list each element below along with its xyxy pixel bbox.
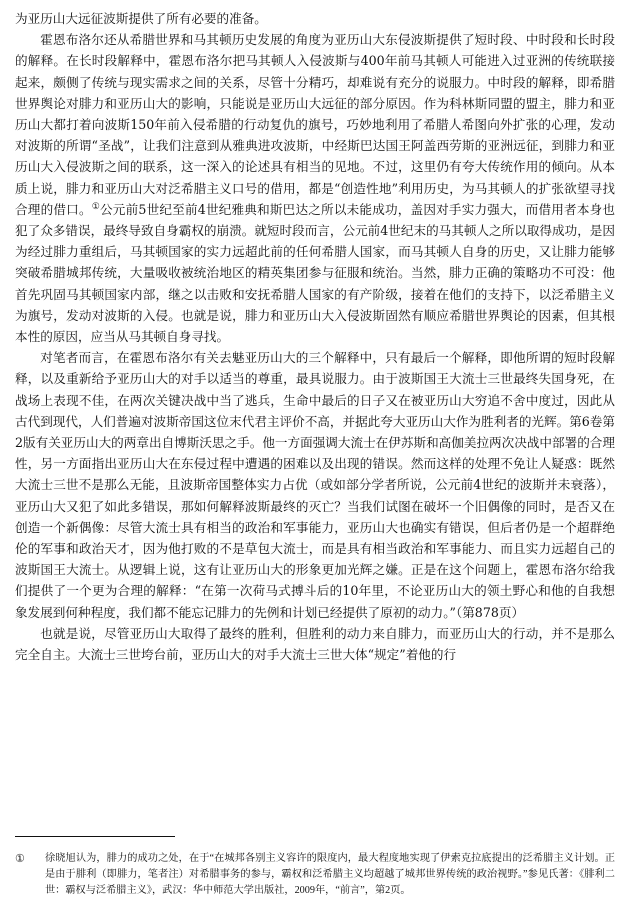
footnote-reference[interactable]: ① — [91, 201, 100, 212]
paragraph-hornblower-explanations — [15, 29, 615, 347]
footnote — [15, 851, 615, 899]
paragraph-continued: 为亚历山大远征波斯提供了所有必要的准备。 — [15, 11, 267, 26]
paragraph-text-continued: 公元前5世纪至前4世纪雅典和斯巴达之所以未能成功，盖因对手实力强大，而借用者本身也犯了众多错误，最终导致自身霸权的崩溃。就短时段而言，公元前4世纪末的马其顿人之所以取得成功，是因为经过腓力重组后，马其顿国家的实力远超此前的任何希腊人国家，而马其顿人自身的历史，又让腓力能够突破希腊城邦传统，大量吸收被统治地区的精英集团参与征服和统治。当然，腓力正确的策略功不可没：他首先巩固马其顿国家内部，继之以击败和安抚希腊人国家的有产阶级，接着在他们的支持下，以泛希腊主义为旗号，发动对波斯的入侵。也就是说，腓力和亚历山大入侵波斯固然有顺应希腊世界舆论的因素，但其根本性的原因，应当从马其顿自身寻找。 — [15, 201, 615, 345]
paragraph-conclusion: 也就是说，尽管亚历山大取得了最终的胜利，但胜利的动力来自腓力，而亚历山大的行动，并不是那么完全自主。大流士三世垮台前，亚历山大的对手大流士三世大体“规定”着他的行 — [15, 625, 615, 663]
footnote-divider — [15, 836, 175, 837]
paragraph-text: 霍恩布洛尔还从希腊世界和马其顿历史发展的角度为亚历山大东侵波斯提供了短时段、中时段和长时段的解释。在长时段解释中，霍恩布洛尔把马其顿人入侵波斯与400年前马其顿人可能进入过亚洲的传统联接起来，颇侧了传统与现实需求之间的关系，尽管十分精巧，却难说有充分的说服力。中时段的解释，即希腊世界舆论对腓力和亚历山大的影响，只能说是亚历山大远征的部分原因。作为科林斯同盟的盟主，腓力和亚历山大都打着向波斯150年前入侵希腊的行动复仇的旗号，巧妙地利用了希腊人希图向外扩张的心理，发动对波斯的所谓“圣战”，让我们注意到从雅典进攻波斯，中经斯巴达国王阿盖西劳斯的亚洲远征，到腓力和亚历山大入侵波斯之间的联系，这一深入的论述具有相当的见地。不过，这里仍有夸大传统作用的倾向。从本质上说，腓力和亚历山大对泛希腊主义口号的借用，都是“创造性地”利用历史，为马其顿人的扩张欲望寻找合理的借口。 — [15, 32, 615, 217]
footnote-text: 徐晓旭认为，腓力的成功之处，在于“在城邦各别主义容许的限度内，最大程度地实现了伊索克拉底提出的泛希腊主义计划。正是由于腓利（即腓力，笔者注）对希腊事务的参与，霸权和泛希腊主义均超越了城邦世界传统的政治视野。”参见氏著：《腓利二世：霸权与泛希腊主义》，武汉：华中师范大学出版社，2009年，“前言”，第2页。 — [45, 853, 615, 896]
footnote-marker: ① — [15, 853, 25, 865]
paragraph-author-view: 对笔者而言，在霍恩布洛尔有关去魅亚历山大的三个解释中，只有最后一个解释，即他所谓的短时段解释，以及重新给予亚历山大的对手以适当的尊重，最具说服力。由于波斯国王大流士三世最终失国身死，在战场上表现不佳，在两次关键决战中当了逃兵，生命中最后的日子又在被亚历山大穷追不舍中度过，因此从古代到现代，人们普遍对波斯帝国这位末代君主评价不高，并据此夸大亚历山大作为胜利者的光辉。第6卷第2版有关亚历山大的两章出自博斯沃思之手。他一方面强调大流士在伊苏斯和高伽美拉两次决战中部署的合理性，另一方面指出亚历山大在东侵过程中遭遇的困难以及出现的错误。然而这样的处理不免让人疑惑：既然大流士三世不是那么无能，且波斯帝国整体实力占优（或如部分学者所说，公元前4世纪的波斯并未衰落），亚历山大又犯了如此多错误，那如何解释波斯最终的灭亡？当我们试图在破坏一个旧偶像的同时，是否又在创造一个新偶像：尽管大流士具有相当的政治和军事能力，亚历山大也确实有错误，但后者仍是一个超群绝伦的军事和政治天才，因为他打败的不是草包大流士，而是具有相当政治和军事能力、而且实力远超自己的波斯国王大流士。从逻辑上说，这有让亚历山大的形象更加光辉之嫌。正是在这个问题上，霍恩布洛尔给我们提供了一个更为合理的解释：“在第一次荷马式搏斗后的10年里，不论亚历山大的领土野心和他的自我想象发展到何种程度，我们都不能忘记腓力的先例和计划已经提供了原初的动力。”（第878页） — [15, 350, 615, 620]
